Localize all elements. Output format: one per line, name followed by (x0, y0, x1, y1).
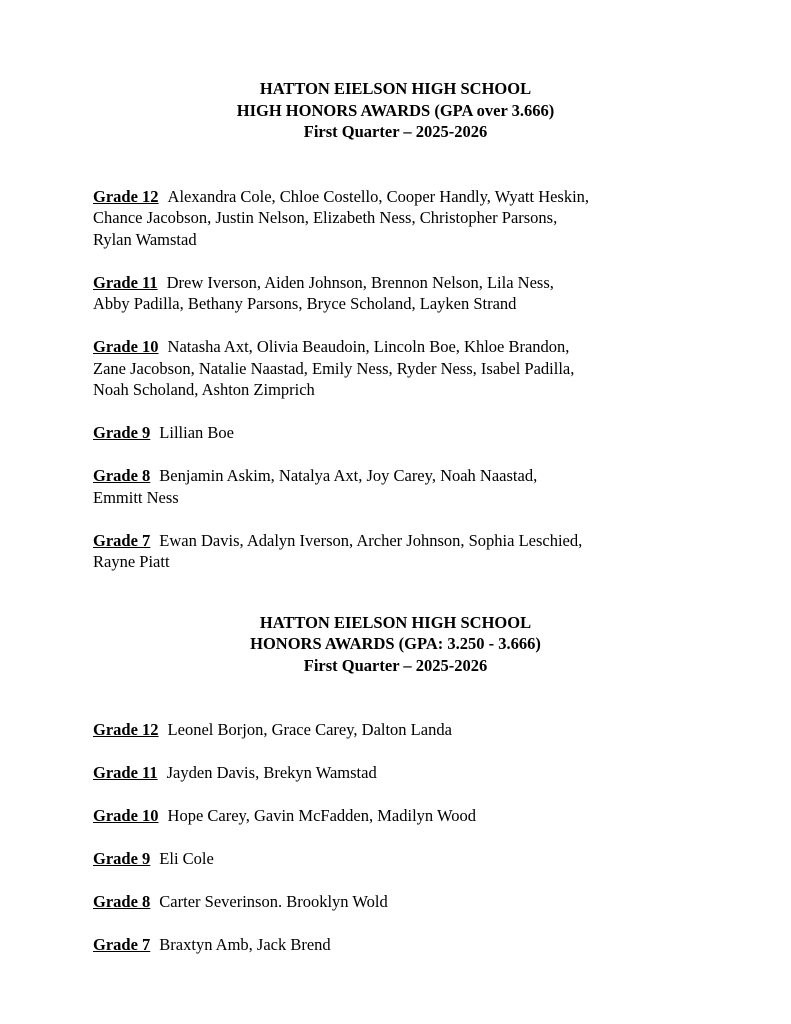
high-honors-grade-9 (93, 422, 698, 444)
grade-label: Grade 9 (93, 849, 151, 868)
grade-names: Abby Padilla, Bethany Parsons, Bryce Scholand, Layken Strand (93, 294, 517, 313)
grade-label: Grade 8 (93, 892, 151, 911)
school-name: HATTON EIELSON HIGH SCHOOL (259, 612, 532, 632)
school-name: HATTON EIELSON HIGH SCHOOL (259, 79, 532, 98)
grade-label: Grade 11 (93, 272, 158, 292)
grade-line (93, 762, 698, 784)
quarter-line: First Quarter – 2025-2026 (303, 655, 488, 675)
high-honors-grade-11 (93, 272, 698, 315)
grade-names: Rylan Wamstad (93, 229, 197, 249)
grade-line (93, 272, 698, 294)
grade-names: Leonel Borjon, Grace Carey, Dalton Landa (167, 720, 452, 739)
honors-grade-7 (93, 934, 698, 956)
high-honors-grade-8 (93, 465, 698, 508)
high-honors-grade-12 (93, 186, 698, 251)
grade-names: Benjamin Askim, Natalya Axt, Joy Carey, Noah Naastad, (159, 466, 538, 485)
grade-label: Grade 10 (93, 337, 159, 356)
grade-line (93, 805, 698, 827)
grade-names: Carter Severinson. Brooklyn Wold (159, 892, 388, 911)
grade-line (93, 422, 698, 444)
grade-line (93, 336, 698, 358)
grade-names: Natasha Axt, Olivia Beaudoin, Lincoln Boe, Khloe Brandon, (167, 337, 570, 356)
grade-line (93, 719, 698, 741)
grade-names: Emmitt Ness (93, 487, 179, 507)
grade-names: Rayne Piatt (93, 552, 170, 571)
grade-label: Grade 9 (93, 423, 151, 442)
grade-names: Hope Carey, Gavin McFadden, Madilyn Wood (167, 806, 476, 825)
grade-names: Noah Scholand, Ashton Zimprich (93, 380, 315, 399)
grade-label: Grade 12 (93, 186, 159, 206)
grade-line (93, 186, 698, 208)
grade-label: Grade 11 (93, 763, 158, 782)
grade-names: Alexandra Cole, Chloe Costello, Cooper Handly, Wyatt Heskin, (167, 186, 590, 206)
grade-label: Grade 8 (93, 466, 151, 485)
grade-label: Grade 7 (93, 935, 151, 954)
grade-label: Grade 12 (93, 720, 159, 739)
award-type-line: HONORS AWARDS (GPA: 3.250 - 3.666) (250, 634, 541, 653)
honors-title-block (93, 612, 698, 677)
honors-grade-8 (93, 891, 698, 913)
grade-names: Jayden Davis, Brekyn Wamstad (166, 763, 377, 782)
grade-names: Chance Jacobson, Justin Nelson, Elizabeth Ness, Christopher Parsons, (93, 208, 558, 227)
grade-names: Braxtyn Amb, Jack Brend (159, 935, 331, 954)
grade-label: Grade 10 (93, 806, 159, 825)
grade-line (93, 848, 698, 870)
high-honors-grade-7 (93, 530, 698, 573)
grade-names: Zane Jacobson, Natalie Naastad, Emily Ness, Ryder Ness, Isabel Padilla, (93, 358, 575, 378)
honors-grade-9 (93, 848, 698, 870)
grade-names: Ewan Davis, Adalyn Iverson, Archer Johnson, Sophia Leschied, (159, 530, 583, 550)
grade-label: Grade 7 (93, 530, 151, 550)
grade-names: Eli Cole (159, 849, 214, 868)
high-honors-title-block (93, 78, 698, 143)
grade-line (93, 465, 698, 487)
grade-names: Lillian Boe (159, 423, 234, 442)
honors-grade-12 (93, 719, 698, 741)
award-type-line: HIGH HONORS AWARDS (GPA over 3.666) (236, 100, 555, 120)
grade-line (93, 530, 698, 552)
honors-grade-10 (93, 805, 698, 827)
grade-line (93, 934, 698, 956)
grade-line (93, 891, 698, 913)
quarter-line: First Quarter – 2025-2026 (303, 122, 488, 141)
high-honors-grade-10 (93, 336, 698, 401)
honors-grade-11 (93, 762, 698, 784)
grade-names: Drew Iverson, Aiden Johnson, Brennon Nelson, Lila Ness, (166, 272, 554, 292)
